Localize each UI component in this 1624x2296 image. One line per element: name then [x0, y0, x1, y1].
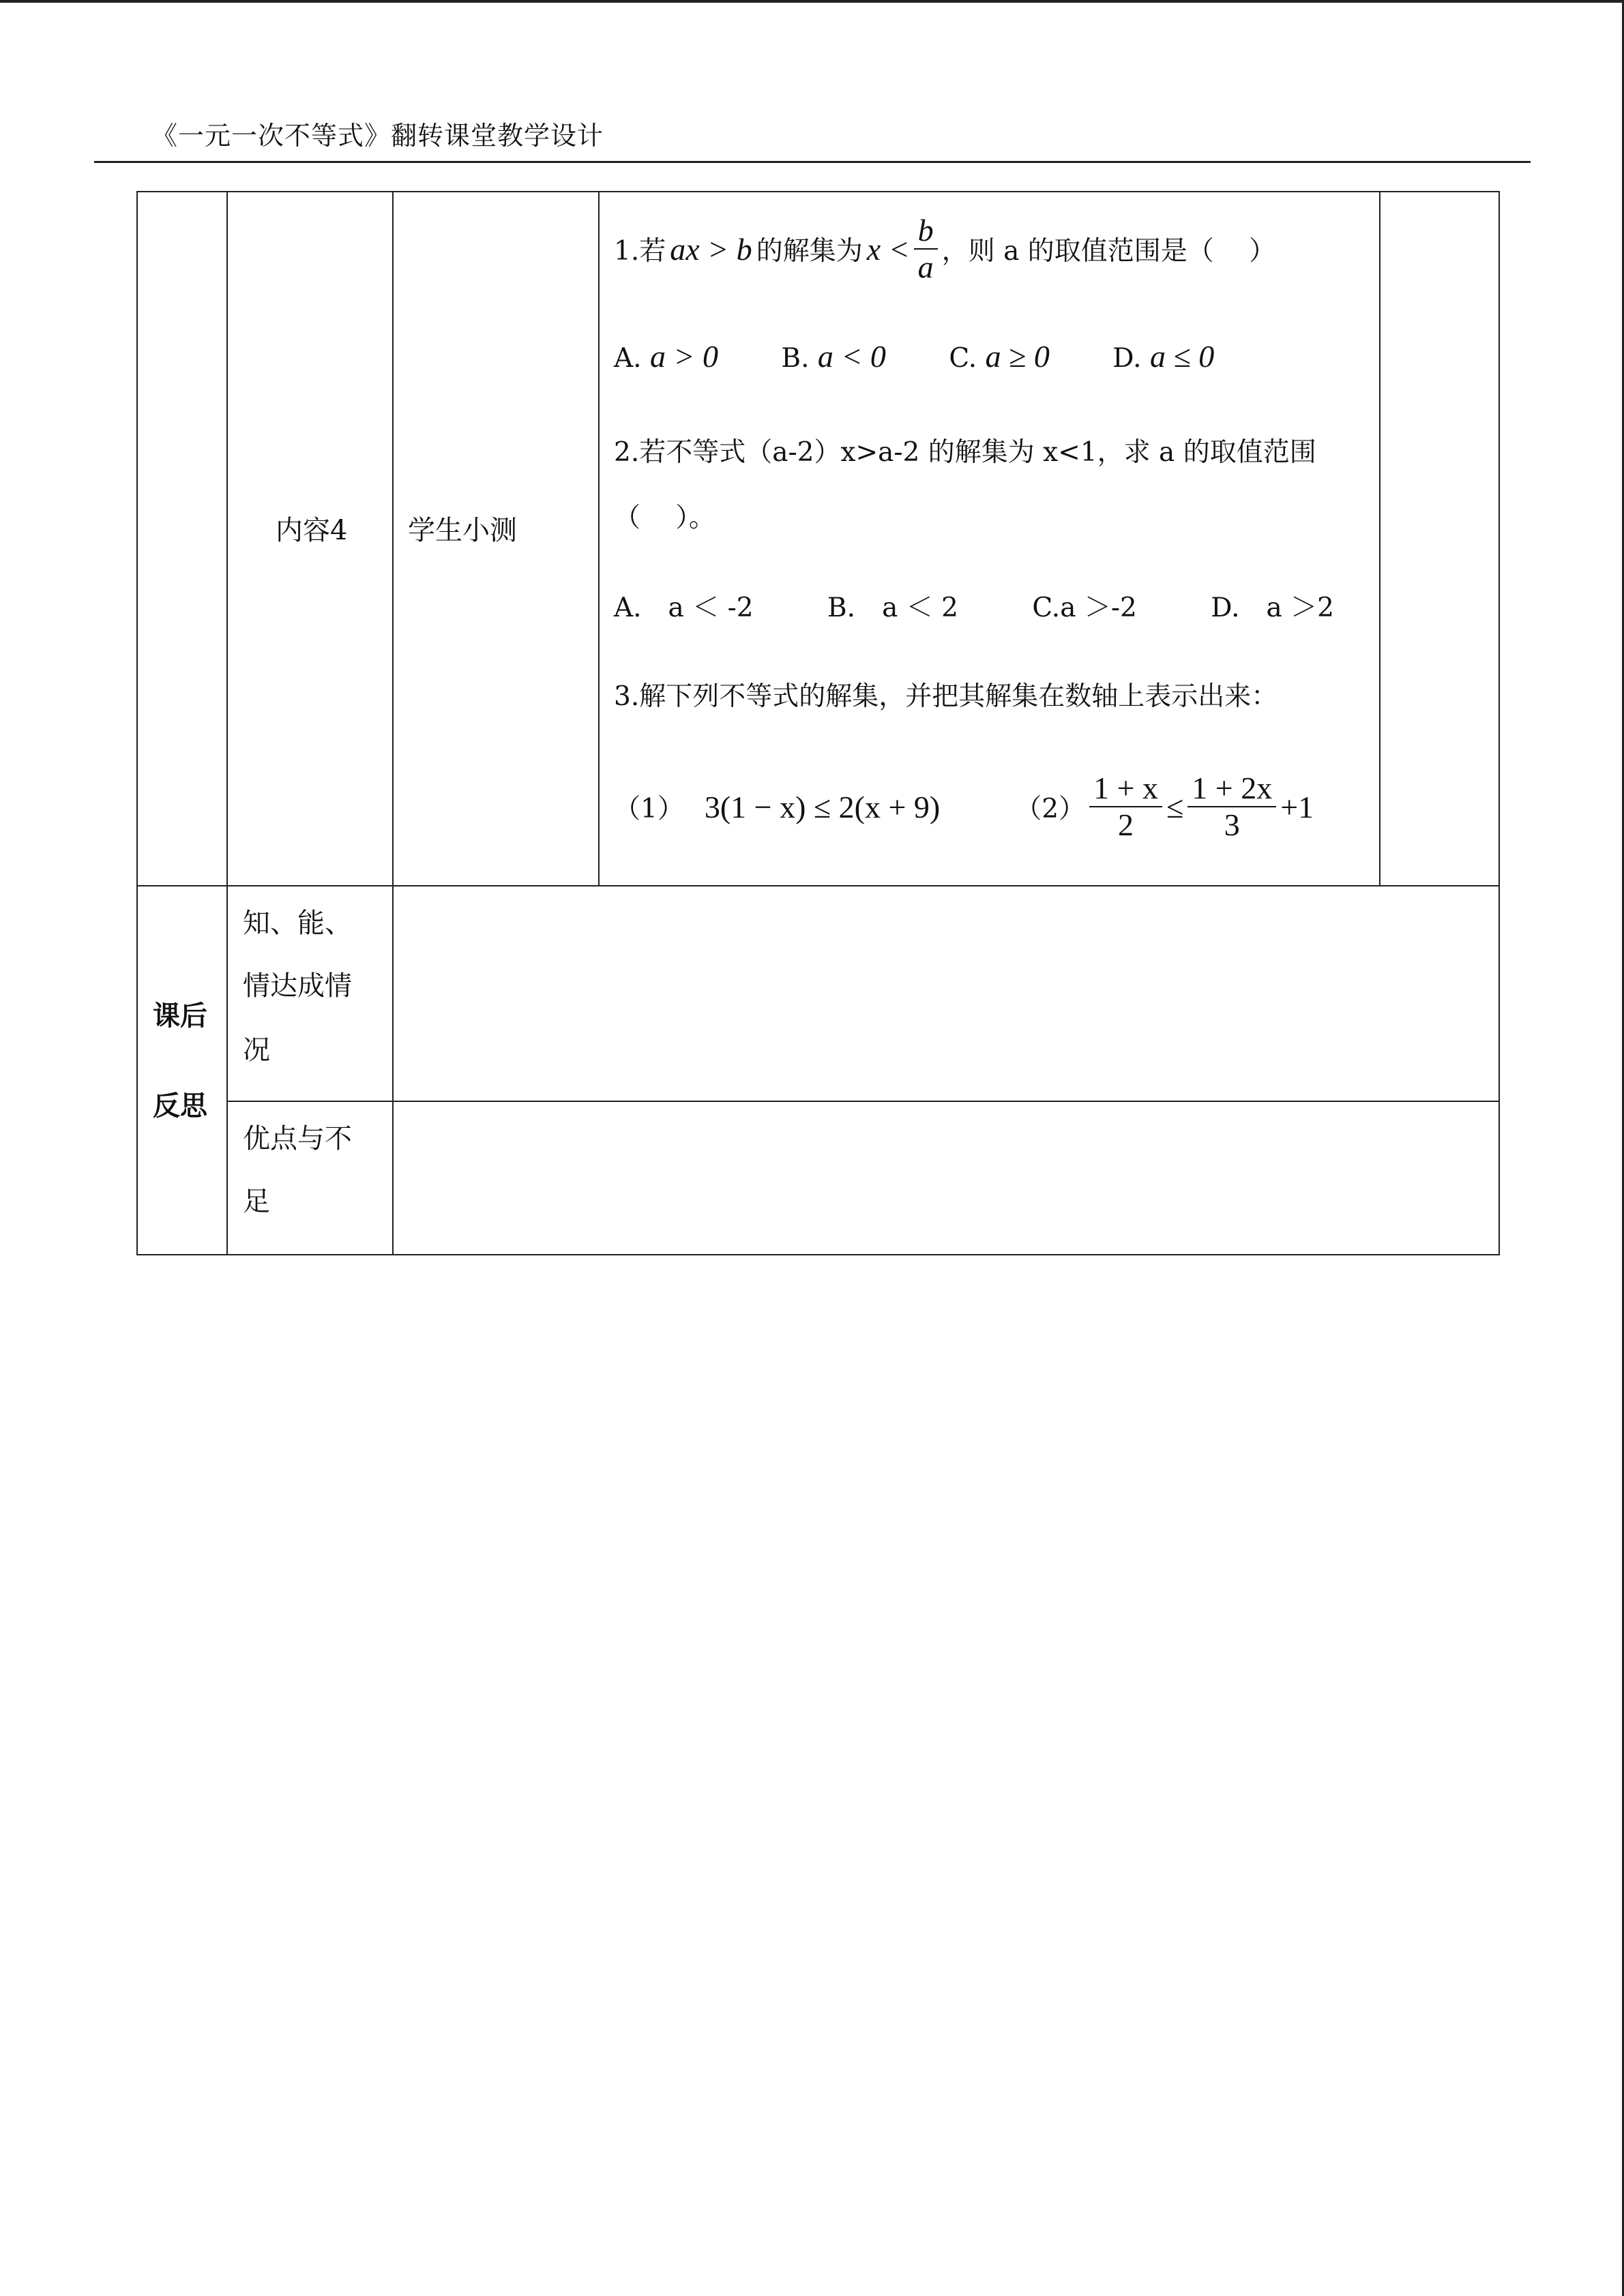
reflection-row2-label-2: 足: [243, 1186, 270, 1217]
question-1: [614, 205, 1275, 293]
q3-part1-label: （1）: [614, 794, 684, 824]
table-line-mid: [136, 885, 1500, 886]
q1-option-d: D. a ≤ 0: [1112, 339, 1215, 374]
q3-frac2-den: 3: [1224, 807, 1240, 842]
q2-option-c: C.a ＞-2: [1032, 593, 1137, 623]
reflection-row1-content[interactable]: [394, 888, 1497, 1099]
q3-part1-expr: 3(1 − x) ≤ 2(x + 9): [704, 789, 941, 824]
q1-lhs: x <: [866, 231, 910, 267]
q3-part2-frac1: [1089, 772, 1162, 842]
table-line-bottom: [136, 1254, 1500, 1255]
q1-options: [614, 338, 1269, 374]
q3-part2-op: ≤: [1166, 789, 1184, 824]
q3-parts: [614, 762, 1314, 851]
q1-prefix: 1.若: [614, 236, 666, 267]
page-border-top: [0, 0, 1624, 3]
q3-part2-tail: +1: [1280, 789, 1314, 824]
table-line-col4: [598, 191, 600, 886]
header-rule: [94, 161, 1531, 163]
q1-expr: ax > b: [670, 231, 752, 267]
q2-option-d: D. a ＞2: [1211, 593, 1334, 623]
activity-label: 学生小测: [408, 515, 517, 546]
q3-part2-label: （2）: [1015, 794, 1086, 824]
table-line-col3: [392, 191, 394, 1255]
q3-text: 3.解下列不等式的解集，并把其解集在数轴上表示出来：: [614, 681, 1278, 712]
q2-line-2: （ ）。: [614, 503, 715, 533]
reflection-row1-label-2: 情达成情: [243, 970, 352, 1002]
reflection-row1-label-1: 知、能、: [243, 908, 352, 939]
table-line-reflection-split: [226, 1101, 1500, 1102]
content-label: 内容4: [276, 515, 348, 546]
page-header-title: 《一元一次不等式》翻转课堂教学设计: [151, 121, 604, 151]
reflection-section-line-2: 反思: [153, 1090, 207, 1122]
q2-option-a: A. a ＜ -2: [614, 593, 754, 623]
q3-frac1-num: 1 + x: [1089, 772, 1162, 807]
q1-option-b: B. a < 0: [781, 339, 886, 374]
table-line-left: [136, 191, 138, 1255]
reflection-row2-content[interactable]: [394, 1103, 1497, 1253]
q1-option-a: A. a > 0: [614, 339, 719, 374]
reflection-row2-label-1: 优点与不: [243, 1123, 352, 1154]
q1-frac-num: b: [914, 214, 938, 250]
q1-frac-den: a: [917, 250, 934, 284]
table-line-right: [1498, 191, 1500, 1255]
q3-frac2-num: 1 + 2x: [1187, 772, 1276, 807]
q1-suffix: ，则 a 的取值范围是（ ）: [941, 236, 1276, 267]
q2-line-1: 2.若不等式（a-2）x>a-2 的解集为 x<1，求 a 的取值范围: [614, 437, 1316, 468]
table-line-col2: [226, 191, 228, 1255]
q1-mid: 的解集为: [756, 236, 863, 267]
q2-option-b: B. a ＜ 2: [827, 593, 958, 623]
q2-options: [614, 586, 1334, 625]
reflection-row1-label-3: 况: [243, 1034, 270, 1066]
table-line-top: [136, 191, 1500, 192]
q3-frac1-den: 2: [1118, 807, 1134, 842]
table-line-col5: [1379, 191, 1381, 886]
q1-fraction: [914, 214, 938, 284]
q3-part2-frac2: [1187, 772, 1276, 842]
reflection-section-line-1: 课后: [153, 1000, 207, 1032]
q1-option-c: C. a ≥ 0: [949, 339, 1050, 374]
